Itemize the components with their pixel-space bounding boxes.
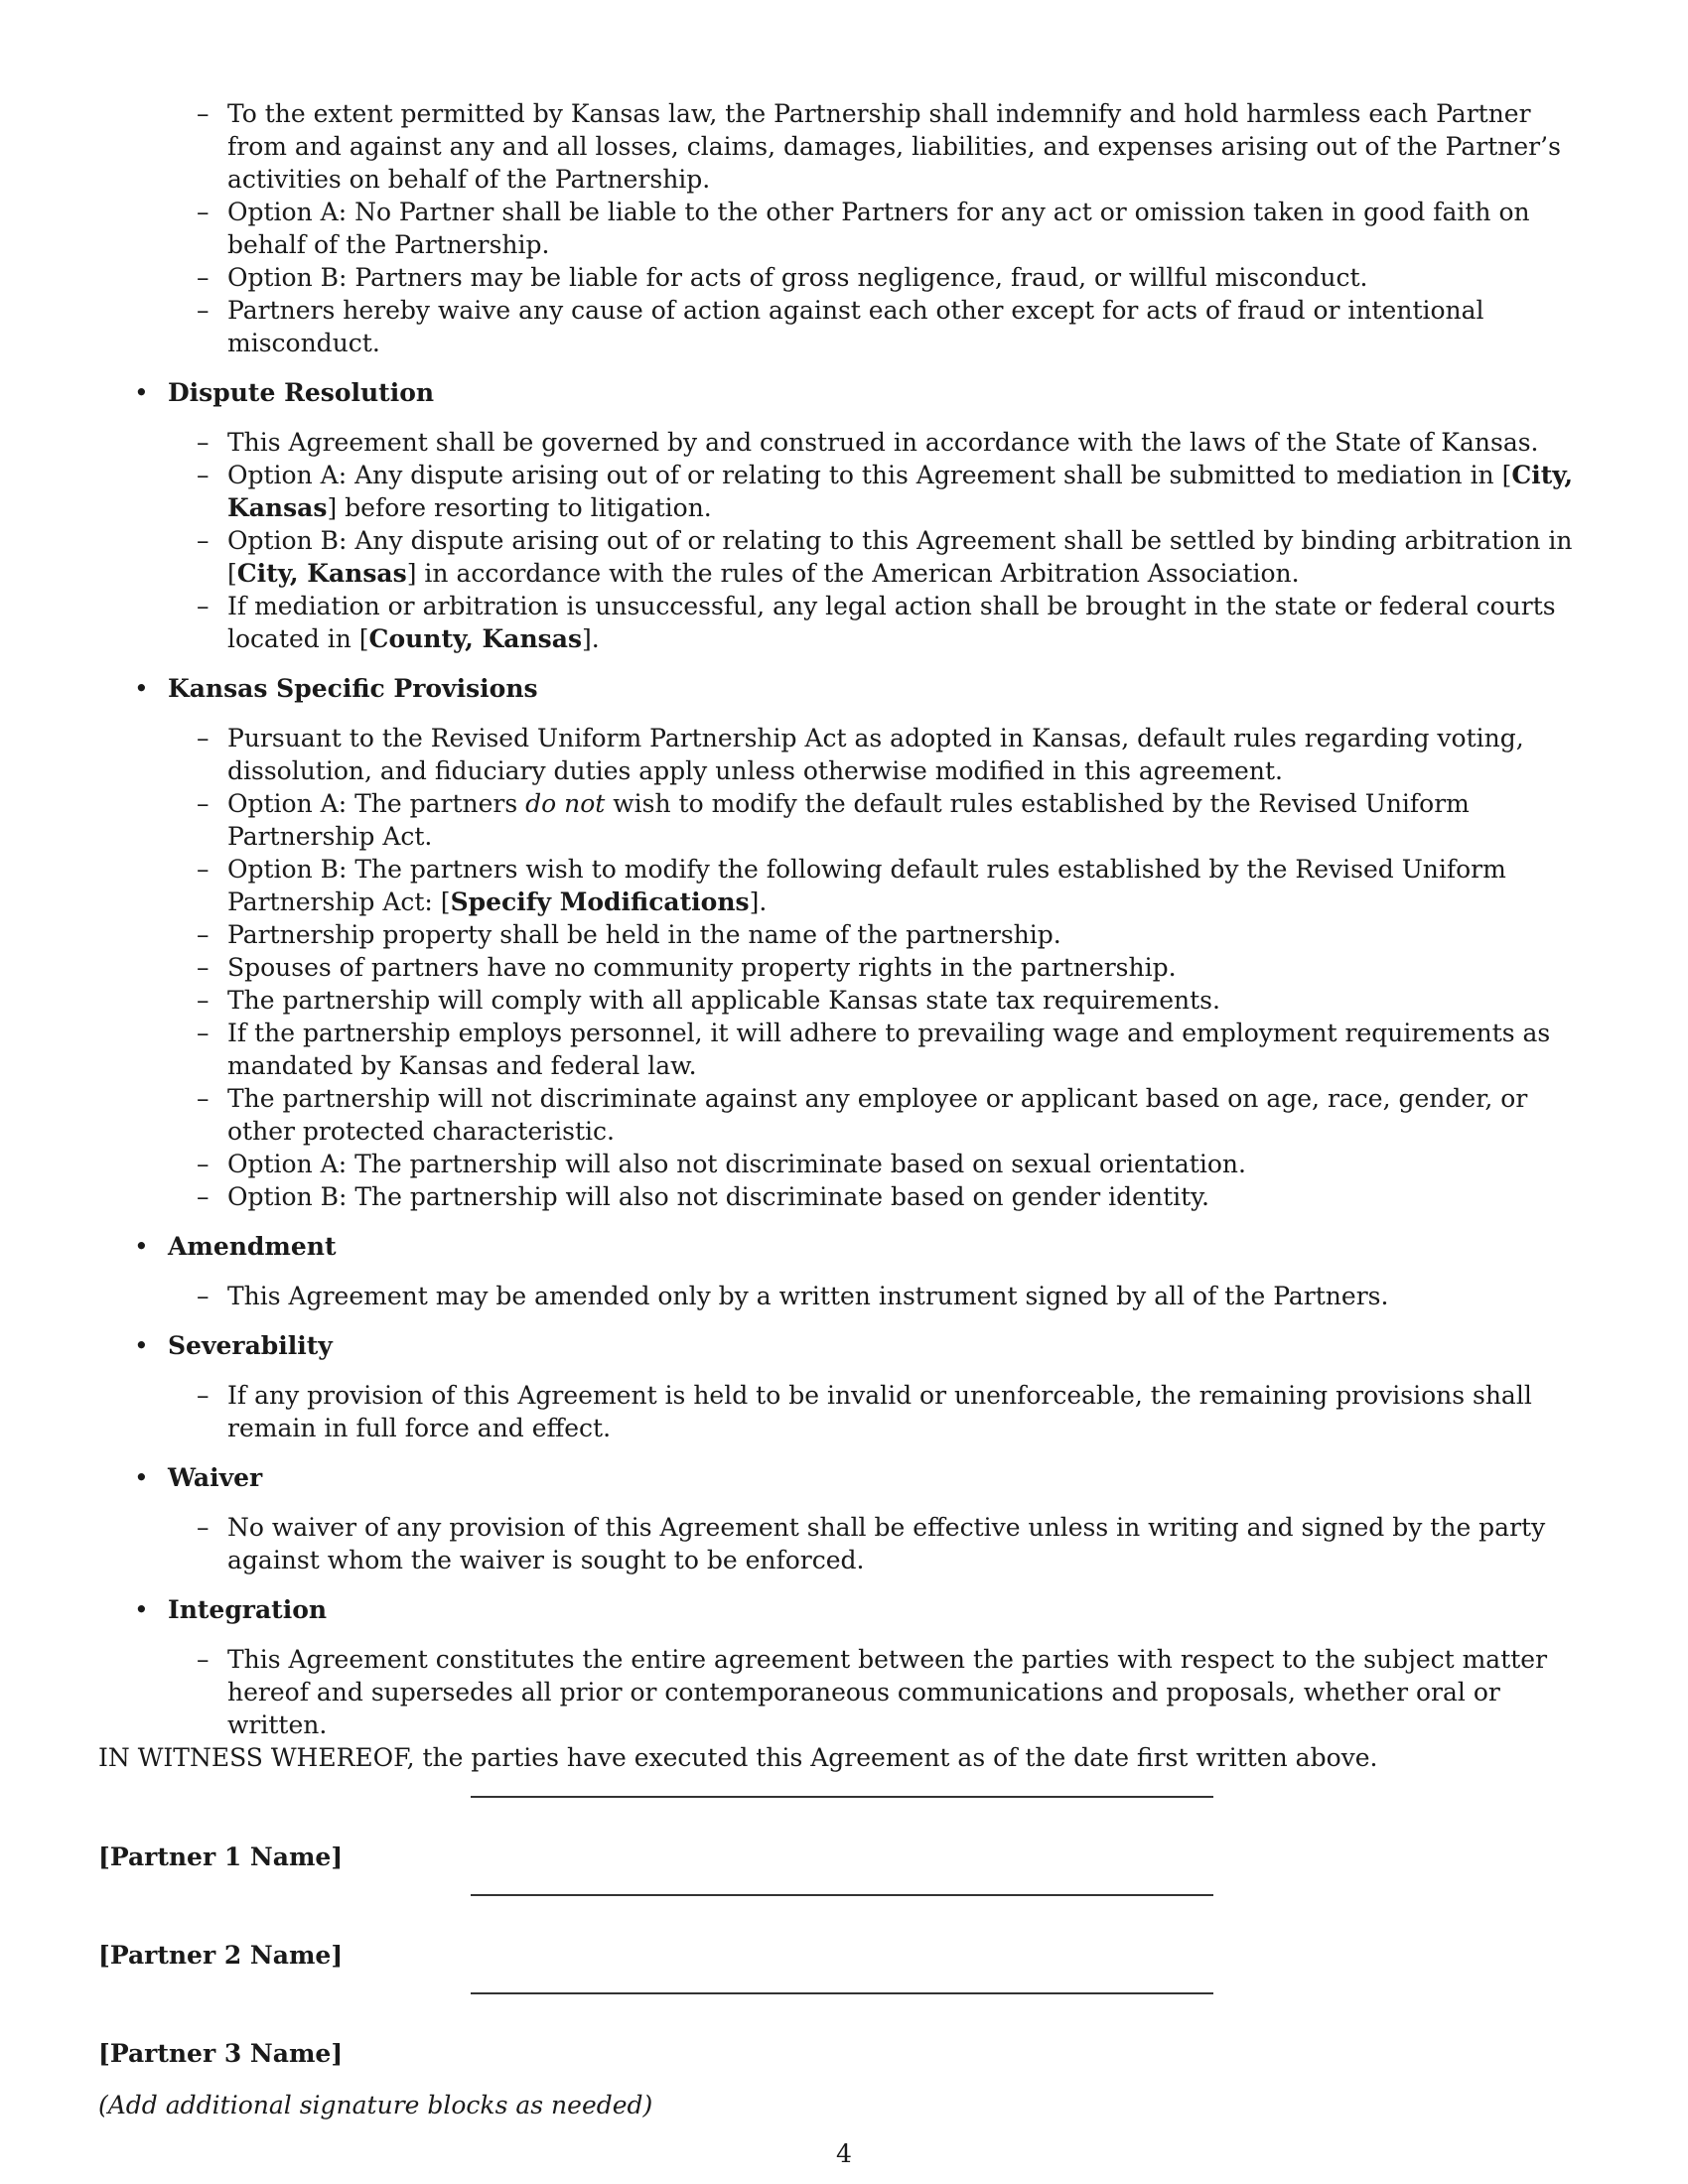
amendment-list xyxy=(98,1280,1590,1312)
signature-block xyxy=(98,1990,1590,2089)
section-heading: • Dispute Resolution xyxy=(134,378,435,407)
dash-marker: – xyxy=(197,198,210,226)
section-heading: • Amendment xyxy=(134,1232,337,1261)
list-item: – Option B: The partnership will also not discriminate based on gender identity. xyxy=(197,1182,1209,1211)
dash-marker: – xyxy=(197,920,210,949)
section-heading: • Kansas Specific Provisions xyxy=(134,674,538,703)
section-heading: • Waiver xyxy=(134,1463,263,1492)
list-item: – Partners hereby waive any cause of action against each other except for acts of fraud or intentional misconduct. xyxy=(197,296,1484,357)
section-heading: • Integration xyxy=(134,1595,328,1624)
list-item: – Option B: Partners may be liable for acts of gross negligence, fraud, or willful misconduct. xyxy=(197,263,1368,292)
page-number: 4 xyxy=(836,2139,852,2168)
list-item: – Option B: Any dispute arising out of or relating to this Agreement shall be settled by binding arbitration in [City, Kansas] in accordance with the rules of the American Arbitration Association. xyxy=(197,526,1573,588)
signature-note: (Add additional signature blocks as needed) xyxy=(98,2091,653,2119)
dash-marker: – xyxy=(197,296,210,325)
list-item: – Option A: Any dispute arising out of or relating to this Agreement shall be submitted to mediation in [City, Kansas] before resorting to litigation. xyxy=(197,461,1574,522)
list-item: – The partnership will comply with all applicable Kansas state tax requirements. xyxy=(197,986,1220,1015)
section-kansas-provisions xyxy=(98,672,1590,1213)
integration-list xyxy=(98,1643,1590,1741)
dash-marker: – xyxy=(197,1513,210,1542)
list-item: – No waiver of any provision of this Agreement shall be effective unless in writing and signed by the party against whom the waiver is sought to be enforced. xyxy=(197,1513,1546,1574)
witness-statement: IN WITNESS WHEREOF, the parties have executed this Agreement as of the date first written above. xyxy=(98,1743,1378,1772)
section-waiver xyxy=(98,1461,1590,1576)
list-item: – Spouses of partners have no community property rights in the partnership. xyxy=(197,953,1177,982)
dash-marker: – xyxy=(197,1645,210,1674)
indemnification-list xyxy=(98,97,1590,359)
dash-marker: – xyxy=(197,592,210,620)
list-item: – The partnership will not discriminate against any employee or applicant based on age, race, gender, or other protected characteristic. xyxy=(197,1084,1528,1146)
placeholder-county: County, Kansas xyxy=(368,624,583,653)
dash-marker: – xyxy=(197,1381,210,1410)
bullet-marker: • xyxy=(134,1232,149,1261)
list-item: – Partnership property shall be held in the name of the partnership. xyxy=(197,920,1061,949)
dash-marker: – xyxy=(197,1150,210,1178)
dash-marker: – xyxy=(197,461,210,489)
list-item: – This Agreement constitutes the entire agreement between the parties with respect to the subject matter hereof and supersedes all prior or contemporaneous communications and proposals, whether oral or written. xyxy=(197,1645,1548,1739)
bullet-marker: • xyxy=(134,378,149,407)
signature-block xyxy=(98,1794,1590,1892)
placeholder-modifications: Specify Modifications xyxy=(450,887,750,916)
section-dispute-resolution xyxy=(98,376,1590,655)
list-item: – This Agreement may be amended only by a written instrument signed by all of the Partners. xyxy=(197,1282,1389,1310)
placeholder-city: City, Kansas xyxy=(227,461,1574,522)
placeholder-city: City, Kansas xyxy=(236,559,407,588)
document-body xyxy=(98,97,1590,2121)
dash-marker: – xyxy=(197,1282,210,1310)
dash-marker: – xyxy=(197,724,210,752)
list-item: – Option A: The partnership will also not discriminate based on sexual orientation. xyxy=(197,1150,1246,1178)
emphasis: do not xyxy=(525,789,606,818)
signature-line xyxy=(471,1796,1213,1798)
severability-list xyxy=(98,1379,1590,1444)
dash-marker: – xyxy=(197,953,210,982)
dash-marker: – xyxy=(197,1182,210,1211)
dash-marker: – xyxy=(197,99,210,128)
partner-name: [Partner 2 Name] xyxy=(98,1941,344,1970)
list-item: – Option A: The partners do not wish to modify the default rules established by the Revised Uniform Partnership Act. xyxy=(197,789,1470,851)
dash-marker: – xyxy=(197,428,210,457)
list-item: – This Agreement shall be governed by and construed in accordance with the laws of the State of Kansas. xyxy=(197,428,1539,457)
signature-block xyxy=(98,1892,1590,1990)
partner-name: [Partner 3 Name] xyxy=(98,2039,344,2068)
section-severability xyxy=(98,1329,1590,1444)
dash-marker: – xyxy=(197,855,210,884)
list-item: – Option A: No Partner shall be liable to the other Partners for any act or omission taken in good faith on behalf of the Partnership. xyxy=(197,198,1530,259)
dash-marker: – xyxy=(197,789,210,818)
section-integration xyxy=(98,1593,1590,1741)
partner-name: [Partner 1 Name] xyxy=(98,1843,344,1871)
list-item: – To the extent permitted by Kansas law, the Partnership shall indemnify and hold harmless each Partner from and against any and all losses, claims, damages, liabilities, and expenses arising out of the Partner’s activities on behalf of the Partnership. xyxy=(197,99,1561,194)
section-heading: • Severability xyxy=(134,1331,333,1360)
waiver-list xyxy=(98,1511,1590,1576)
list-item: – If any provision of this Agreement is held to be invalid or unenforceable, the remaining provisions shall remain in full force and effect. xyxy=(197,1381,1532,1442)
dash-marker: – xyxy=(197,526,210,555)
signature-line xyxy=(471,1992,1213,1994)
section-amendment xyxy=(98,1230,1590,1312)
signature-line xyxy=(471,1894,1213,1896)
list-item: – Pursuant to the Revised Uniform Partnership Act as adopted in Kansas, default rules regarding voting, dissolution, and fiduciary duties apply unless otherwise modified in this agreement. xyxy=(197,724,1524,785)
bullet-marker: • xyxy=(134,1463,149,1492)
bullet-marker: • xyxy=(134,1595,149,1624)
bullet-marker: • xyxy=(134,674,149,703)
list-item: – Option B: The partners wish to modify the following default rules established by the Revised Uniform Partnership Act: [Specify Modifications]. xyxy=(197,855,1506,916)
bullet-marker: • xyxy=(134,1331,149,1360)
list-item: – If mediation or arbitration is unsuccessful, any legal action shall be brought in the state or federal courts located in [County, Kansas]. xyxy=(197,592,1556,653)
dash-marker: – xyxy=(197,986,210,1015)
dispute-list xyxy=(98,426,1590,655)
dash-marker: – xyxy=(197,1019,210,1047)
dash-marker: – xyxy=(197,1084,210,1113)
list-item: – If the partnership employs personnel, it will adhere to prevailing wage and employment requirements as mandated by Kansas and federal law. xyxy=(197,1019,1551,1080)
dash-marker: – xyxy=(197,263,210,292)
kansas-list xyxy=(98,722,1590,1213)
